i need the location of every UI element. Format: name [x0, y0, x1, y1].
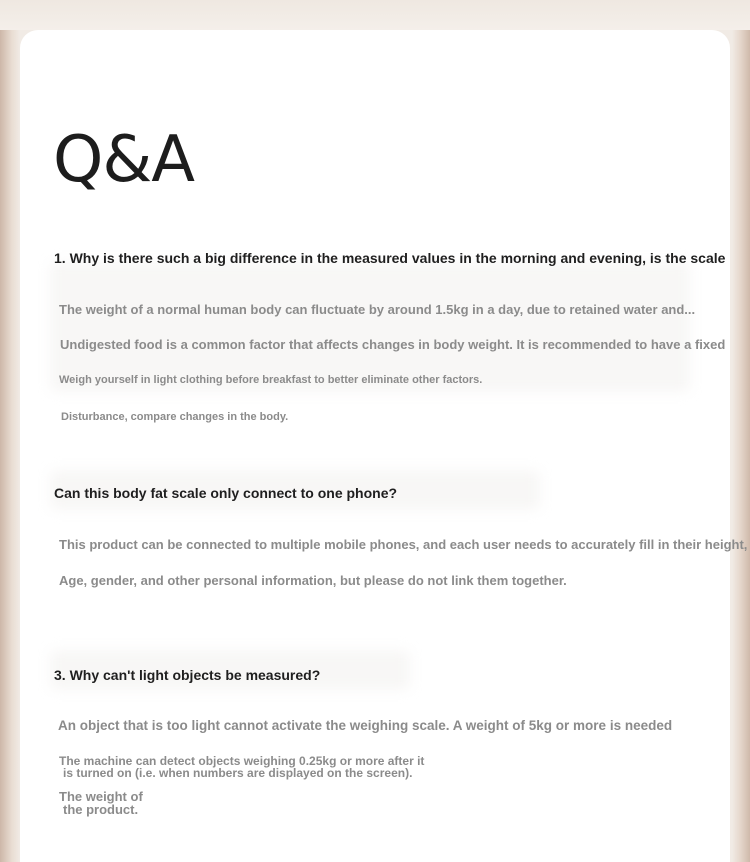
answer-3-line-1: An object that is too light cannot activate the weighing scale. A weight of 5kg or more is needed [58, 718, 673, 733]
answer-2-line-2: Age, gender, and other personal information, but please do not link them together. [59, 573, 567, 588]
answer-3-line-3: is turned on (i.e. when numbers are displayed on the screen). [63, 766, 413, 780]
answer-3-line-2: The machine can detect objects weighing 0.25kg or more after it [59, 754, 425, 768]
answer-2-line-1: This product can be connected to multiple mobile phones, and each user needs to accurately fill in their height, [59, 537, 748, 552]
answer-1-line-4: Disturbance, compare changes in the body. [61, 411, 289, 423]
answer-3-line-4: The weight of [59, 789, 143, 804]
question-2: Can this body fat scale only connect to one phone? [54, 485, 398, 501]
question-3: 3. Why can't light objects be measured? [54, 667, 321, 683]
answer-1-line-2: Undigested food is a common factor that affects changes in body weight. It is recommended to have a fixed [60, 337, 726, 352]
answer-1-line-1: The weight of a normal human body can fluctuate by around 1.5kg in a day, due to retained water and... [59, 302, 696, 317]
background-texture [50, 262, 690, 392]
page-title: Q&A [53, 123, 195, 197]
question-1: 1. Why is there such a big difference in the measured values in the morning and evening, is the scale [54, 250, 726, 266]
answer-3-line-5: the product. [63, 802, 139, 817]
answer-1-line-3: Weigh yourself in light clothing before breakfast to better eliminate other factors. [59, 374, 483, 386]
